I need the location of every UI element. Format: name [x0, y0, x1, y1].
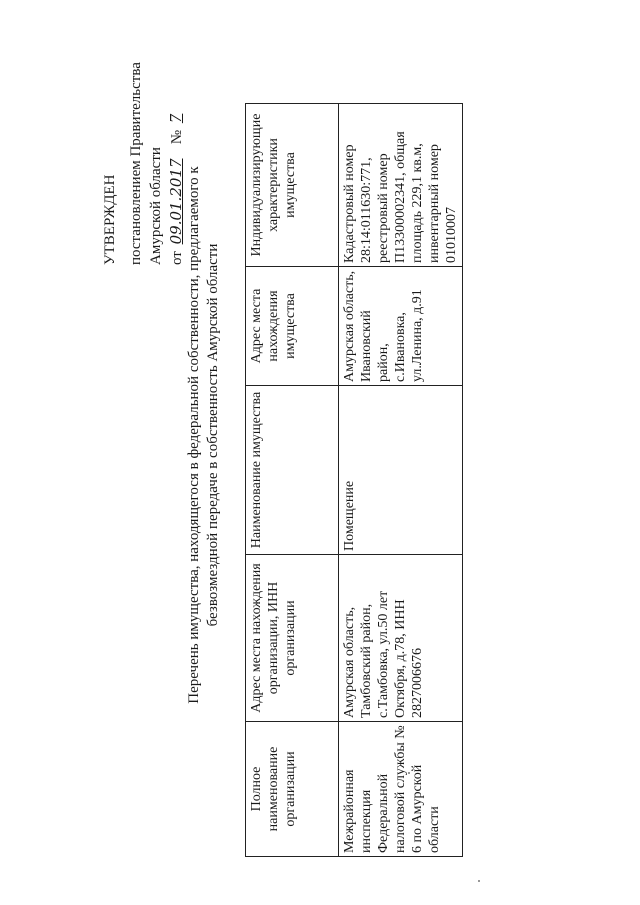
- cell-property-name: Помещение: [339, 386, 463, 555]
- header-property-address: Адрес места нахождения имущества: [246, 267, 339, 386]
- list-heading: Перечень имущества, находящегося в федеральной собственности, предлагаемого к безвозмездной передаче в собственность Амурской области: [186, 166, 221, 704]
- approval-number: 7: [167, 113, 185, 124]
- scan-speck: [408, 772, 410, 774]
- cell-org-address: Амурская область, Тамбовский район, с.Тамбовка, ул.50 лет Октября, д.78, ИНН 2827006676: [339, 555, 463, 722]
- approval-decree: постановлением Правительства: [128, 62, 144, 265]
- approval-stamp: [100, 62, 187, 265]
- table-row: [339, 104, 463, 857]
- header-org-address: Адрес места нахождения организации, ИНН организации: [246, 555, 339, 722]
- cell-property-address: Амурская область, Ивановский район, с.Ивановка, ул.Ленина, д.91: [339, 267, 463, 386]
- header-property-details: Индивидуализирующие характеристики имущества: [246, 104, 339, 267]
- header-property-name: Наименование имущества: [246, 386, 339, 555]
- approval-date: 09.01.2017: [167, 158, 185, 245]
- scan-speck: [478, 880, 480, 882]
- property-table: [245, 103, 463, 857]
- approval-region: Амурской области: [148, 147, 164, 265]
- cell-property-details: Кадастровый номер 28:14:011630:771, реестровый номер П13300002341, общая площадь 229,1 кв.м, инвентарный номер 01010007: [339, 104, 463, 267]
- header-org-name: Полное наименование организации: [246, 722, 339, 857]
- approval-date-line: [166, 62, 187, 265]
- approval-title: УТВЕРЖДЕН: [102, 174, 118, 265]
- date-prefix: от: [169, 251, 185, 265]
- number-label: №: [169, 129, 185, 145]
- table-header-row: [246, 104, 339, 857]
- cell-org-name: Межрайонная инспекция Федеральной налоговой службы № 6 по Амурской области: [339, 722, 463, 857]
